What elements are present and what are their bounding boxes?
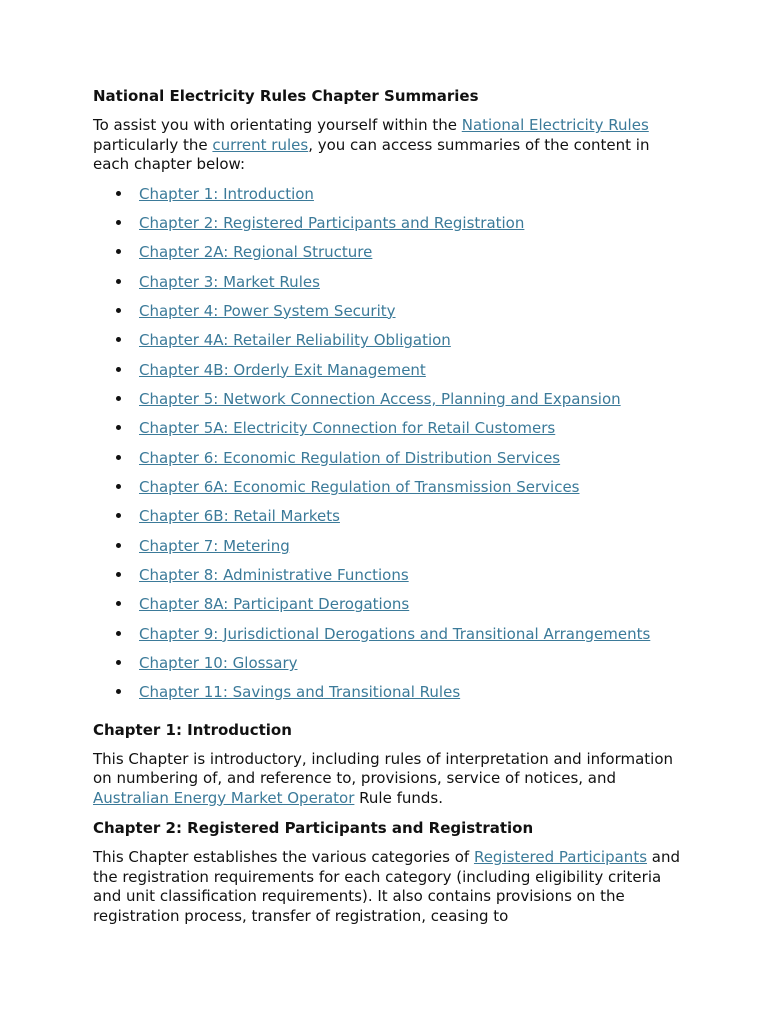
intro-text-1: To assist you with orientating yourself within the [93,116,462,134]
list-item [93,448,683,477]
list-item [93,184,683,213]
intro-text-2: particularly the [93,135,213,154]
chapter-1-text-1: This Chapter is introductory, including rules of interpretation and information on numbering of, and reference to, provisions, service of notices, and [93,749,674,788]
list-item [93,418,683,447]
chapter-2-heading: Chapter 2: Registered Participants and Registration [93,819,534,838]
chapter-2-text-1: This Chapter establishes the various categories of [93,848,474,867]
page-title: National Electricity Rules Chapter Summaries [93,87,479,105]
chapter-7-link[interactable]: Chapter 7: Metering [139,536,290,555]
list-item [93,682,683,711]
chapter-5a-link[interactable]: Chapter 5A: Electricity Connection for Retail Customers [139,419,556,438]
chapter-2-summary [93,848,683,926]
list-item [93,330,683,359]
current-rules-link[interactable]: current rules [212,135,309,154]
chapter-6a-link[interactable]: Chapter 6A: Economic Regulation of Transmission Services [139,477,580,496]
chapter-1-text-2: Rule funds. [354,788,443,807]
chapter-4a-link[interactable]: Chapter 4A: Retailer Reliability Obligation [139,331,451,350]
chapter-5-link[interactable]: Chapter 5: Network Connection Access, Planning and Expansion [139,389,621,408]
list-item [93,536,683,565]
aemo-link[interactable]: Australian Energy Market Operator [93,788,355,807]
list-item [93,242,683,271]
chapter-4b-link[interactable]: Chapter 4B: Orderly Exit Management [139,360,426,379]
list-item [93,624,683,653]
list-item [93,506,683,535]
chapter-11-link[interactable]: Chapter 11: Savings and Transitional Rules [139,683,461,702]
intro-text-3: , you can access summaries of the content in each chapter below: [93,135,650,173]
chapter-9-link[interactable]: Chapter 9: Jurisdictional Derogations and Transitional Arrangements [139,624,651,643]
list-item [93,594,683,623]
chapter-6b-link[interactable]: Chapter 6B: Retail Markets [139,507,340,526]
list-item [93,477,683,506]
chapter-8a-link[interactable]: Chapter 8A: Participant Derogations [139,595,410,614]
chapter-2-text-2: and the registration requirements for each category (including eligibility criteria and unit classification requirements). It also contains provisions on the registration process, transfer of registration, ceasing to [93,848,681,925]
intro-paragraph [93,116,683,175]
list-item [93,565,683,594]
chapter-2-link[interactable]: Chapter 2: Registered Participants and Registration [139,213,525,232]
chapter-2a-link[interactable]: Chapter 2A: Regional Structure [139,243,373,262]
chapter-8-link[interactable]: Chapter 8: Administrative Functions [139,565,409,584]
chapter-link-list [93,184,683,712]
chapter-10-link[interactable]: Chapter 10: Glossary [139,654,298,672]
list-item [93,653,683,682]
list-item [93,301,683,330]
chapter-6-link[interactable]: Chapter 6: Economic Regulation of Distribution Services [139,448,561,467]
national-electricity-rules-link[interactable]: National Electricity Rules [461,116,649,134]
list-item [93,213,683,242]
chapter-3-link[interactable]: Chapter 3: Market Rules [139,272,320,291]
chapter-1-summary [93,750,683,809]
list-item [93,272,683,301]
chapter-4-link[interactable]: Chapter 4: Power System Security [139,301,396,320]
chapter-1-heading: Chapter 1: Introduction [93,720,292,739]
document-content [93,86,683,926]
registered-participants-link[interactable]: Registered Participants [473,848,648,867]
list-item [93,360,683,389]
list-item [93,389,683,418]
chapter-1-link[interactable]: Chapter 1: Introduction [139,184,314,203]
